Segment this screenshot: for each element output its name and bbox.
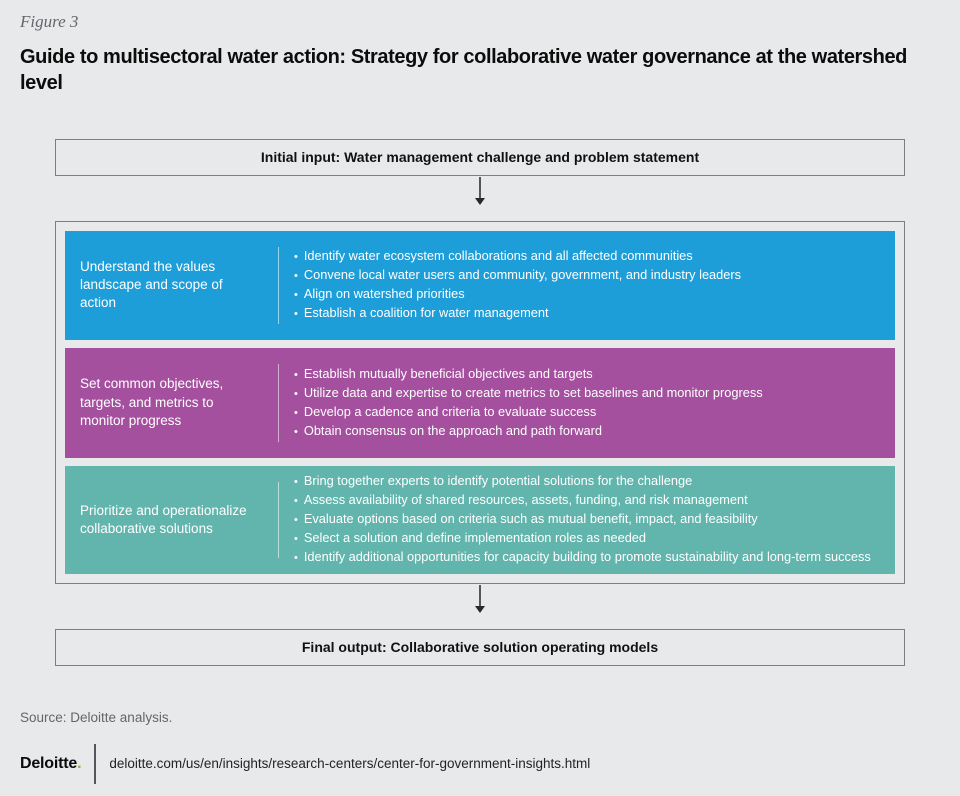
step-bullets xyxy=(279,472,889,567)
final-output-text: Final output: Collaborative solution operating models xyxy=(301,639,659,656)
bullet-item: • Bring together experts to identify potential solutions for the challenge xyxy=(294,472,871,491)
bullet-item: • Identify additional opportunities for capacity building to promote sustainability and long-term success xyxy=(294,548,871,567)
bullet-item: • Establish a coalition for water management xyxy=(294,304,741,323)
bullet-item: • Align on watershed priorities xyxy=(294,285,741,304)
brand-green-dot: . xyxy=(77,754,82,772)
bullet-item: • Obtain consensus on the approach and path forward xyxy=(294,422,763,441)
figure-title: Guide to multisectoral water action: Strategy for collaborative water governance at the watershed level xyxy=(20,46,908,95)
bullet-item: • Establish mutually beneficial objectives and targets xyxy=(294,365,763,384)
footer-divider xyxy=(94,744,96,784)
down-arrow-icon xyxy=(0,176,960,221)
step-bullets xyxy=(279,365,781,441)
bullet-item: • Utilize data and expertise to create metrics to set baselines and monitor progress xyxy=(294,384,763,403)
process-steps-container xyxy=(55,221,905,584)
footer xyxy=(20,744,960,784)
step-row-set-objectives xyxy=(65,348,895,458)
arrow-line xyxy=(479,177,481,198)
bullet-item: • Evaluate options based on criteria such as mutual benefit, impact, and feasibility xyxy=(294,510,871,529)
step-label: Set common objectives, targets, and metrics to monitor progress xyxy=(80,376,224,428)
initial-input-text: Initial input: Water management challenge and problem statement xyxy=(260,149,700,166)
footer-url: deloitte.com/us/en/insights/research-centers/center-for-government-insights.html xyxy=(109,756,591,772)
source-note: Source: Deloitte analysis. xyxy=(20,709,173,725)
final-output-box xyxy=(55,629,905,666)
bullet-item: • Identify water ecosystem collaborations and all affected communities xyxy=(294,247,741,266)
brand-text: Deloitte xyxy=(20,754,78,772)
arrow-head xyxy=(475,198,485,205)
bullet-item: • Select a solution and define implementation roles as needed xyxy=(294,529,871,548)
step-bullets xyxy=(279,247,759,323)
down-arrow-icon xyxy=(0,584,960,629)
deloitte-logo xyxy=(20,755,81,773)
arrow-line xyxy=(479,585,481,606)
step-label: Prioritize and operationalize collaborative solutions xyxy=(80,502,247,536)
step-label: Understand the values landscape and scope of action xyxy=(80,258,223,311)
bullet-item: • Convene local water users and community, government, and industry leaders xyxy=(294,266,741,285)
figure-label: Figure 3 xyxy=(20,12,79,31)
bullet-item: • Assess availability of shared resources, assets, funding, and risk management xyxy=(294,491,871,510)
step-row-prioritize-solutions xyxy=(65,466,895,574)
step-row-understand-values xyxy=(65,231,895,340)
initial-input-box xyxy=(55,139,905,176)
bullet-item: • Develop a cadence and criteria to evaluate success xyxy=(294,403,763,422)
arrow-head xyxy=(475,606,485,613)
